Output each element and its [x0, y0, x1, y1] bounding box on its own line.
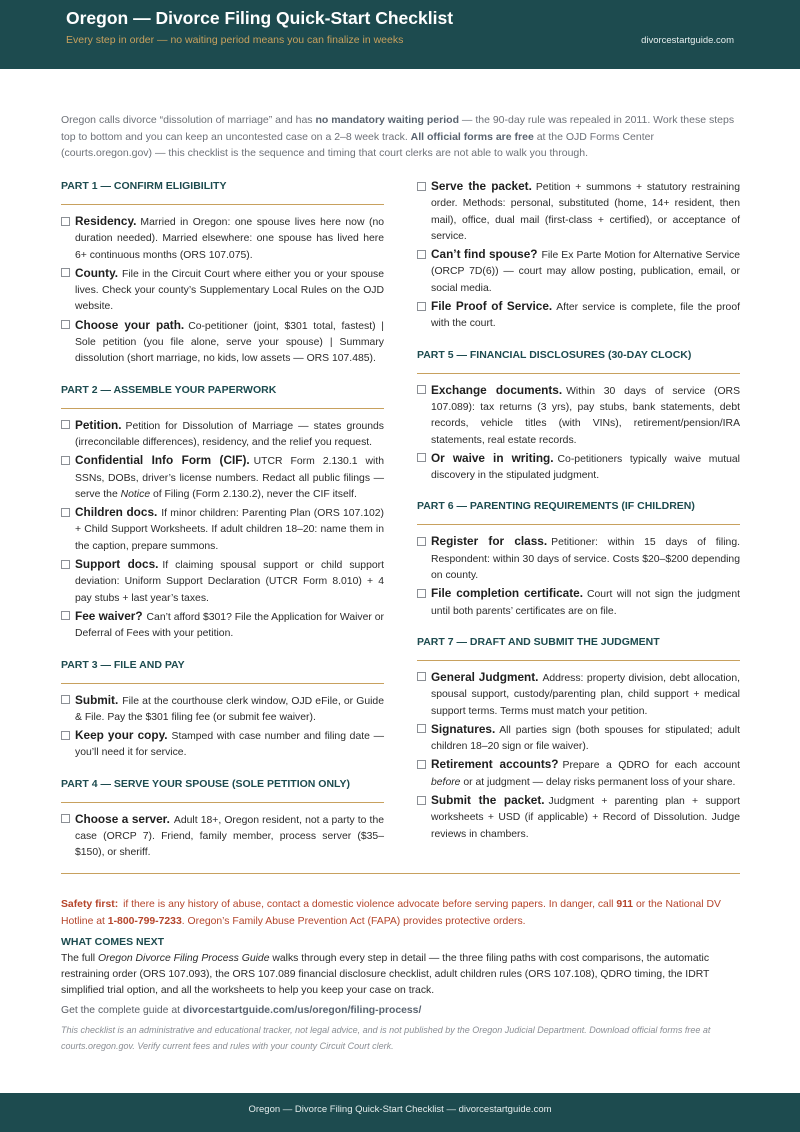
intro-paragraph [61, 112, 740, 162]
item-text [431, 669, 740, 720]
part-heading: PART 4 — SERVE YOUR SPOUSE (SOLE PETITION ONLY) [61, 776, 384, 803]
item-label: Fee waiver? [75, 608, 143, 623]
site-url: divorcestartguide.com [641, 35, 734, 46]
item-label: County. [75, 265, 119, 280]
checklist-item [417, 792, 740, 843]
item-text [75, 213, 384, 264]
checkbox[interactable] [417, 453, 426, 462]
item-label: Serve the packet. [431, 179, 532, 193]
checklist-item [417, 669, 740, 720]
checkbox[interactable] [417, 760, 426, 769]
checkbox[interactable] [61, 456, 70, 465]
page-title: Oregon — Divorce Filing Quick-Start Checklist [66, 8, 454, 28]
item-label: Petition. [75, 417, 122, 432]
item-text [75, 417, 384, 452]
checklist-item [417, 585, 740, 620]
intro-text: Oregon calls divorce “dissolution of marriage” and has [61, 114, 316, 126]
item-text [75, 692, 384, 727]
item-label: Can’t find spouse? [431, 247, 538, 262]
item-text [431, 533, 740, 584]
part-heading: PART 2 — ASSEMBLE YOUR PAPERWORK [61, 382, 384, 409]
item-text [75, 504, 384, 555]
safety-text: . Oregon’s Family Abuse Prevention Act (FAPA) provides protective orders. [181, 915, 526, 927]
item-description: If minor children: Parenting Plan (ORS 107.102) + Child Support Worksheets. If adult children 18–20: name them in the caption, prepare summons. [75, 508, 385, 552]
checklist-item [417, 298, 740, 333]
item-label: Submit the packet. [431, 793, 545, 808]
item-text [75, 727, 384, 762]
checklist-item [417, 246, 740, 297]
next-text: The full [61, 953, 98, 964]
next-paragraph [61, 951, 740, 999]
item-description: Court will not sign the judgment until both parents’ certificates are on file. [431, 589, 740, 617]
item-text [431, 246, 740, 297]
intro-text: — the 90-day rule was repealed in 2011. Work these steps top to bottom and you can keep an uncontested case on a 2–8 week track. [61, 114, 735, 143]
safety-text: if there is any history of abuse, contact a domestic violence advocate before serving papers. In danger, call [123, 899, 617, 910]
checkbox[interactable] [61, 268, 70, 277]
checkbox[interactable] [417, 250, 426, 259]
item-description: All parties sign (both spouses for stipulated; adult children 18–20 sign or file waiver). [431, 724, 740, 753]
item-label: File Proof of Service. [431, 299, 553, 314]
item-text [431, 382, 740, 449]
item-label: Retirement accounts? [431, 757, 559, 772]
safety-text: or the National DV Hotline at [61, 899, 721, 927]
part-heading: PART 3 — FILE AND PAY [61, 657, 384, 684]
get-guide-line [61, 1003, 740, 1019]
checklist-item [61, 504, 384, 555]
checkbox[interactable] [417, 724, 426, 733]
page-footer: Oregon — Divorce Filing Quick-Start Checklist — divorcestartguide.com [0, 1093, 800, 1132]
item-description: If claiming spousal support or child support deviation: Uniform Support Declaration (UTCR Form 8.010) + 4 pay stubs + last year’s taxes. [75, 560, 384, 604]
checkbox[interactable] [417, 672, 426, 681]
checklist-item [417, 533, 740, 584]
item-label: Exchange documents. [431, 382, 563, 397]
guide-link[interactable]: divorcestartguide.com/us/oregon/filing-process/ [182, 1005, 422, 1016]
checkbox[interactable] [61, 560, 70, 569]
item-text [75, 608, 384, 643]
checklist-item [61, 556, 384, 607]
checkbox[interactable] [417, 302, 426, 311]
checklist-item [61, 213, 384, 264]
item-text [75, 811, 384, 862]
item-label: Confidential Info Form (CIF). [75, 453, 250, 468]
checklist-item [417, 450, 740, 485]
item-text [75, 452, 384, 503]
item-description: Married in Oregon: one spouse lives here now (no duration needed). Married elsewhere: one spouse has lived here 6+ continuous months (ORS 107.075). [75, 217, 384, 261]
checklist-item [61, 417, 384, 452]
item-description: Stamped with case number and filing date — you’ll need it for service. [75, 731, 384, 759]
item-description: File at the courthouse clerk window, OJD eFile, or Guide & File. Pay the $301 filing fee (or submit fee waiver). [75, 695, 384, 723]
checklist-item [61, 811, 384, 862]
checklist-item [61, 265, 384, 316]
item-description: Address: property division, debt allocation, spousal support, custody/parenting plan, child support + medical support terms. Terms must match your petition. [431, 672, 740, 717]
item-label: Register for class. [431, 534, 548, 549]
checklist-item [417, 756, 740, 791]
footer-notes [61, 897, 740, 1054]
safety-label: Safety first: [61, 899, 119, 910]
checklist-item [61, 452, 384, 503]
item-description: Petition + summons + statutory restraining order. Methods: personal, substituted (home, 14+ resident, then mail), office, dual mail (first-class + certified), or acceptance of service. [431, 182, 740, 242]
item-label: General Judgment. [431, 669, 539, 684]
item-label: Residency. [75, 214, 137, 228]
safety-note [61, 897, 740, 930]
checkbox[interactable] [61, 695, 70, 704]
item-label: Or waive in writing. [431, 450, 554, 465]
intro-text: at the OJD Forms Center (courts.oregon.gov) — this checklist is the sequence and timing that court clerks are not able to walk you through. [61, 130, 654, 159]
item-text [431, 792, 740, 843]
item-description: Can’t afford $301? File the Application for Waiver or Deferral of Fees with your petition. [75, 611, 384, 640]
checklist-item [417, 721, 740, 756]
item-text [431, 756, 740, 791]
item-description: Judgment + parenting plan + support worksheets + USD (if applicable) + Record of Dissolution. Judge reviews in chambers. [431, 796, 740, 840]
item-description: File Ex Parte Motion for Alternative Service (ORCP 7D(6)) — court may allow posting, publication, email, or social media. [431, 250, 740, 294]
item-description: Within 30 days of service (ORS 107.089): tax returns (3 yrs), pay stubs, bank statements, debt records, vehicle titles (with VINs), retirement/pension/IRA statements, real estate records. [431, 385, 740, 446]
item-label: Submit. [75, 692, 119, 707]
item-description: UTCR Form 2.130.1 with SSNs, DOBs, driver’s license numbers. Redact all public filings — serve the Notice of Filing (Form 2.130.2), never the CIF itself. [75, 456, 384, 500]
part-heading: PART 5 — FINANCIAL DISCLOSURES (30-DAY CLOCK) [417, 347, 740, 374]
disclaimer: This checklist is an administrative and educational tracker, not legal advice, and is not published by the Oregon Judicial Department. Download official forms free at courts.oregon.gov. Verify current fees and rules with your county Circuit Court clerk. [61, 1025, 711, 1051]
checkbox[interactable] [61, 217, 70, 226]
item-label: Keep your copy. [75, 728, 168, 743]
checkbox[interactable] [417, 796, 426, 805]
item-label: File completion certificate. [431, 586, 584, 601]
checklist-item [417, 382, 740, 449]
page-subtitle: Every step in order — no waiting period means you can finalize in weeks [66, 34, 404, 46]
checklist-item [61, 608, 384, 643]
checkbox[interactable] [61, 420, 70, 429]
intro-emphasis: All official forms are free [410, 130, 534, 143]
part-heading: PART 7 — DRAFT AND SUBMIT THE JUDGMENT [417, 634, 740, 661]
checkbox[interactable] [61, 611, 70, 620]
item-description: After service is complete, file the proof with the court. [431, 302, 740, 330]
part-heading: PART 1 — CONFIRM ELIGIBILITY [61, 178, 384, 205]
checkbox[interactable] [61, 731, 70, 740]
page-header [0, 0, 800, 69]
checklist-item [417, 178, 740, 245]
checkbox[interactable] [61, 508, 70, 517]
item-label: Choose your path. [75, 317, 185, 332]
checkbox[interactable] [417, 385, 426, 394]
item-text [431, 298, 740, 333]
item-text [431, 178, 740, 245]
part-heading: PART 6 — PARENTING REQUIREMENTS (IF CHILDREN) [417, 498, 740, 525]
item-text [431, 721, 740, 756]
next-heading: WHAT COMES NEXT [61, 936, 165, 948]
item-text [75, 317, 384, 368]
item-description: Petition for Dissolution of Marriage — states grounds (irreconcilable differences), residency, and the relief you request. [75, 420, 384, 448]
item-text [75, 265, 384, 316]
checklist-item [61, 727, 384, 762]
checkbox[interactable] [417, 537, 426, 546]
item-text [431, 450, 740, 485]
get-guide-text: Get the complete guide at [61, 1005, 183, 1016]
next-text: walks through every step in detail — the three filing paths with cost comparisons, the automatic restraining order (ORS 107.093), the ORS 107.089 financial disclosure checklist, adult children rules (ORS 107.108), QDRO timing, the IDRT simplified trial option, and all the worksheets to help you keep your case on track. [61, 953, 710, 996]
item-label: Signatures. [431, 721, 496, 736]
intro-emphasis: no mandatory waiting period [315, 114, 459, 126]
checklist-item [61, 692, 384, 727]
item-description: Prepare a QDRO for each account before or at judgment — delay risks permanent loss of your share. [431, 760, 740, 788]
checkbox[interactable] [417, 589, 426, 598]
hotline-number: 1-800-799-7233 [107, 915, 182, 927]
item-label: Children docs. [75, 505, 158, 520]
emergency-number: 911 [616, 899, 634, 910]
item-description: Co-petitioners typically waive mutual discovery in the stipulated judgment. [431, 453, 740, 482]
checklist-item [61, 317, 384, 368]
item-description: File in the Circuit Court where either you or your spouse lives. Check your county’s Supplementary Local Rules on the OJD website. [75, 268, 384, 313]
section-divider [61, 873, 740, 874]
item-text [431, 585, 740, 620]
checkbox[interactable] [417, 182, 426, 191]
item-label: Support docs. [75, 557, 159, 572]
item-description: Adult 18+, Oregon resident, not a party to the case (ORCP 7). Friend, family member, process server ($35–$150), or sheriff. [75, 814, 385, 859]
item-label: Choose a server. [75, 811, 170, 826]
checkbox[interactable] [61, 320, 70, 329]
guide-title: Oregon Divorce Filing Process Guide [97, 953, 270, 964]
item-description: Co-petitioner (joint, $301 total, fastest) | Sole petition (you file alone, serve your spouse) | Summary dissolution (short marriage, no kids, low assets — ORS 107.485). [75, 320, 384, 365]
item-text [75, 556, 384, 607]
checkbox[interactable] [61, 814, 70, 823]
item-description: Petitioner: within 15 days of filing. Respondent: within 30 days of service. Costs $20–$200 depending on county. [431, 537, 740, 582]
left-column [61, 178, 384, 863]
right-column [417, 178, 740, 844]
